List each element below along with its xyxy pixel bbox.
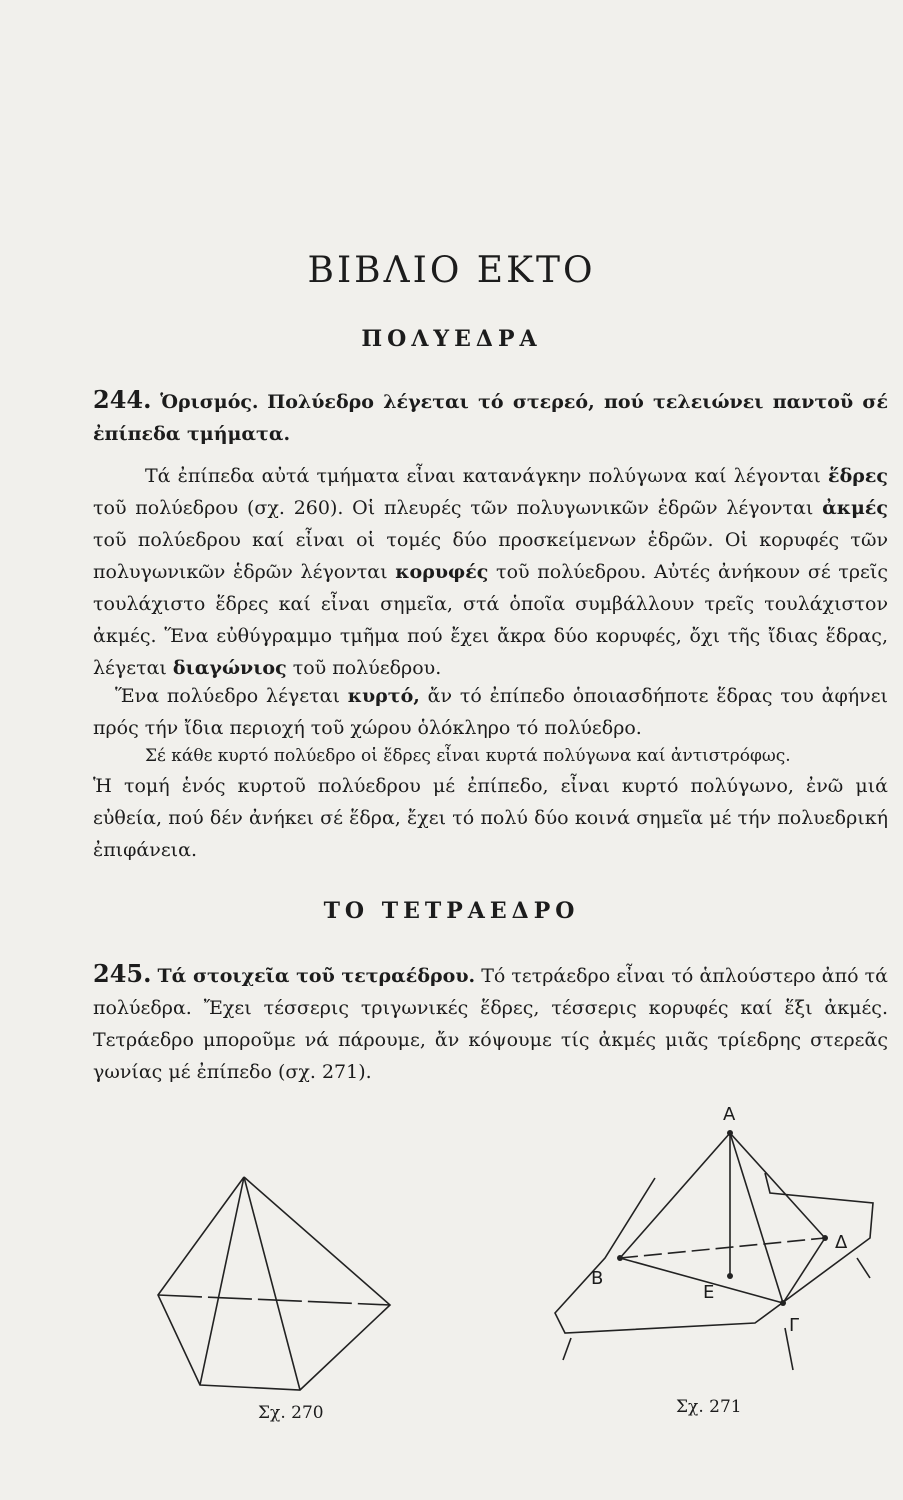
edge-BD-hidden <box>620 1238 825 1258</box>
label-A: Α <box>723 1104 736 1125</box>
term-vertices: κορυφές <box>395 561 489 583</box>
definition-text: Τό τετράεδρο εἶναι τό ἁπλούστερο ἀπό τά πολύεδρα. Ἔχει τέσσερις τριγωνικές ἕδρες, τέσσερις κορυφές καί ἕξι ἀκμές. Τετράεδρο μποροῦμε νά πάρουμε, ἄν κόψουμε τίς ἀκμές μιᾶς τρίεδρης στερεᾶς γωνίας μέ ἐπίπεδο (σχ. 271). <box>93 965 888 1083</box>
label-E: Ε <box>703 1282 715 1303</box>
term-edges: ἀκμές <box>822 497 888 519</box>
text-run: τοῦ πολύεδρου (σχ. 260). Οἱ πλευρές τῶν πολυγωνικῶν ἑδρῶν λέγονται <box>93 497 823 519</box>
edge-AD <box>730 1133 825 1238</box>
edge-AB <box>620 1133 730 1258</box>
section-title-tetrahedron: ΤΟ ΤΕΤΡΑΕΔΡΟ <box>323 898 580 924</box>
term-diagonal: διαγώνιος <box>172 657 287 679</box>
edge-BG <box>620 1258 783 1303</box>
definition-245 <box>93 958 888 1088</box>
text-run: ἄν τό ἐπίπεδο ὁποιασδήποτε ἕδρας του ἀφήνει πρός τήν ἴδια περιοχή τοῦ χώρου ὁλόκληρο τό πολύεδρο. <box>93 685 888 739</box>
term-faces: ἕδρες <box>828 465 888 487</box>
point-E-dot <box>727 1273 733 1279</box>
label-G: Γ <box>789 1315 800 1336</box>
label-D: Δ <box>835 1232 848 1253</box>
definition-text: Πολύεδρο λέγεται τό στερεό, πού τελειώνει παντοῦ σέ ἐπίπεδα τμήματα. <box>93 391 888 445</box>
definition-label: Τά στοιχεῖα τοῦ τετραέδρου. <box>157 965 476 987</box>
vertex-D-dot <box>822 1235 828 1241</box>
text-run: Ἕνα πολύεδρο λέγεται <box>115 685 348 707</box>
paragraph-convex <box>93 680 888 744</box>
pyramid-outline <box>158 1177 390 1390</box>
plane-mark <box>563 1338 571 1360</box>
section-title-polyhedra: ΠΟΛΥΕΔΡΑ <box>361 326 542 352</box>
paragraph-section: Ἡ τομή ἑνός κυρτοῦ πολύεδρου μέ ἐπίπεδο, εἶναι κυρτό πολύγωνο, ἐνῶ μιά εὐθεία, πού δέν ἀνήκει σέ ἕδρα, ἔχει τό πολύ δύο κοινά σημεῖα μέ τήν πολυεδρική ἐπιφάνεια. <box>93 775 888 861</box>
plane-outline <box>555 1173 873 1333</box>
pyramid-edge <box>244 1177 300 1390</box>
edge-GD <box>783 1238 825 1303</box>
figure-270-pyramid <box>150 1165 450 1395</box>
figure-271-caption: Σχ. 271 <box>676 1397 742 1417</box>
text-run: τοῦ πολύεδρου καί εἶναι οἱ τομές δύο προσκείμενων ἑδρῶν. Οἱ κορυφές τῶν πολυγωνικῶν ἑδρῶν λέγονται <box>93 529 888 583</box>
paragraph-faces-edges <box>93 460 888 684</box>
text-run: τοῦ πολύεδρου. <box>286 657 442 679</box>
figure-271-tetrahedron <box>545 1098 895 1388</box>
label-B: Β <box>591 1268 604 1289</box>
vertex-B-dot <box>617 1255 623 1261</box>
figure-270-caption: Σχ. 270 <box>258 1403 324 1423</box>
section-number: 244. <box>93 385 152 414</box>
book-title: ΒΙΒΛΙΟ ΕΚΤΟ <box>307 250 596 291</box>
definition-244 <box>93 384 888 450</box>
section-number: 245. <box>93 959 152 988</box>
plane-mark <box>857 1258 870 1278</box>
vertex-G-dot <box>780 1300 786 1306</box>
vertex-A-dot <box>727 1130 733 1136</box>
pyramid-hidden-edge <box>158 1295 390 1305</box>
edge-AG <box>730 1133 783 1303</box>
text-run: Τά ἐπίπεδα αὐτά τμήματα εἶναι κατανάγκην πολύγωνα καί λέγονται <box>145 465 829 487</box>
paragraph-convex-faces: Σέ κάθε κυρτό πολύεδρο οἱ ἕδρες εἶναι κυρτά πολύγωνα καί ἀντιστρόφως. <box>145 746 791 766</box>
term-convex: κυρτό, <box>347 685 420 707</box>
text-run: τοῦ πολύεδρου. Αὐτές ἀνήκουν σέ τρεῖς τουλάχιστο ἕδρες καί εἶναι σημεῖα, στά ὁποῖα συμβάλλουν τρεῖς τουλάχιστον ἀκμές. Ἕνα εὐθύγραμμο τμῆμα πού ἔχει ἄκρα δύο κορυφές, ὄχι τῆς ἴδιας ἕδρας, λέγεται <box>93 561 888 679</box>
definition-label: Ὁρισμός. <box>160 391 259 413</box>
